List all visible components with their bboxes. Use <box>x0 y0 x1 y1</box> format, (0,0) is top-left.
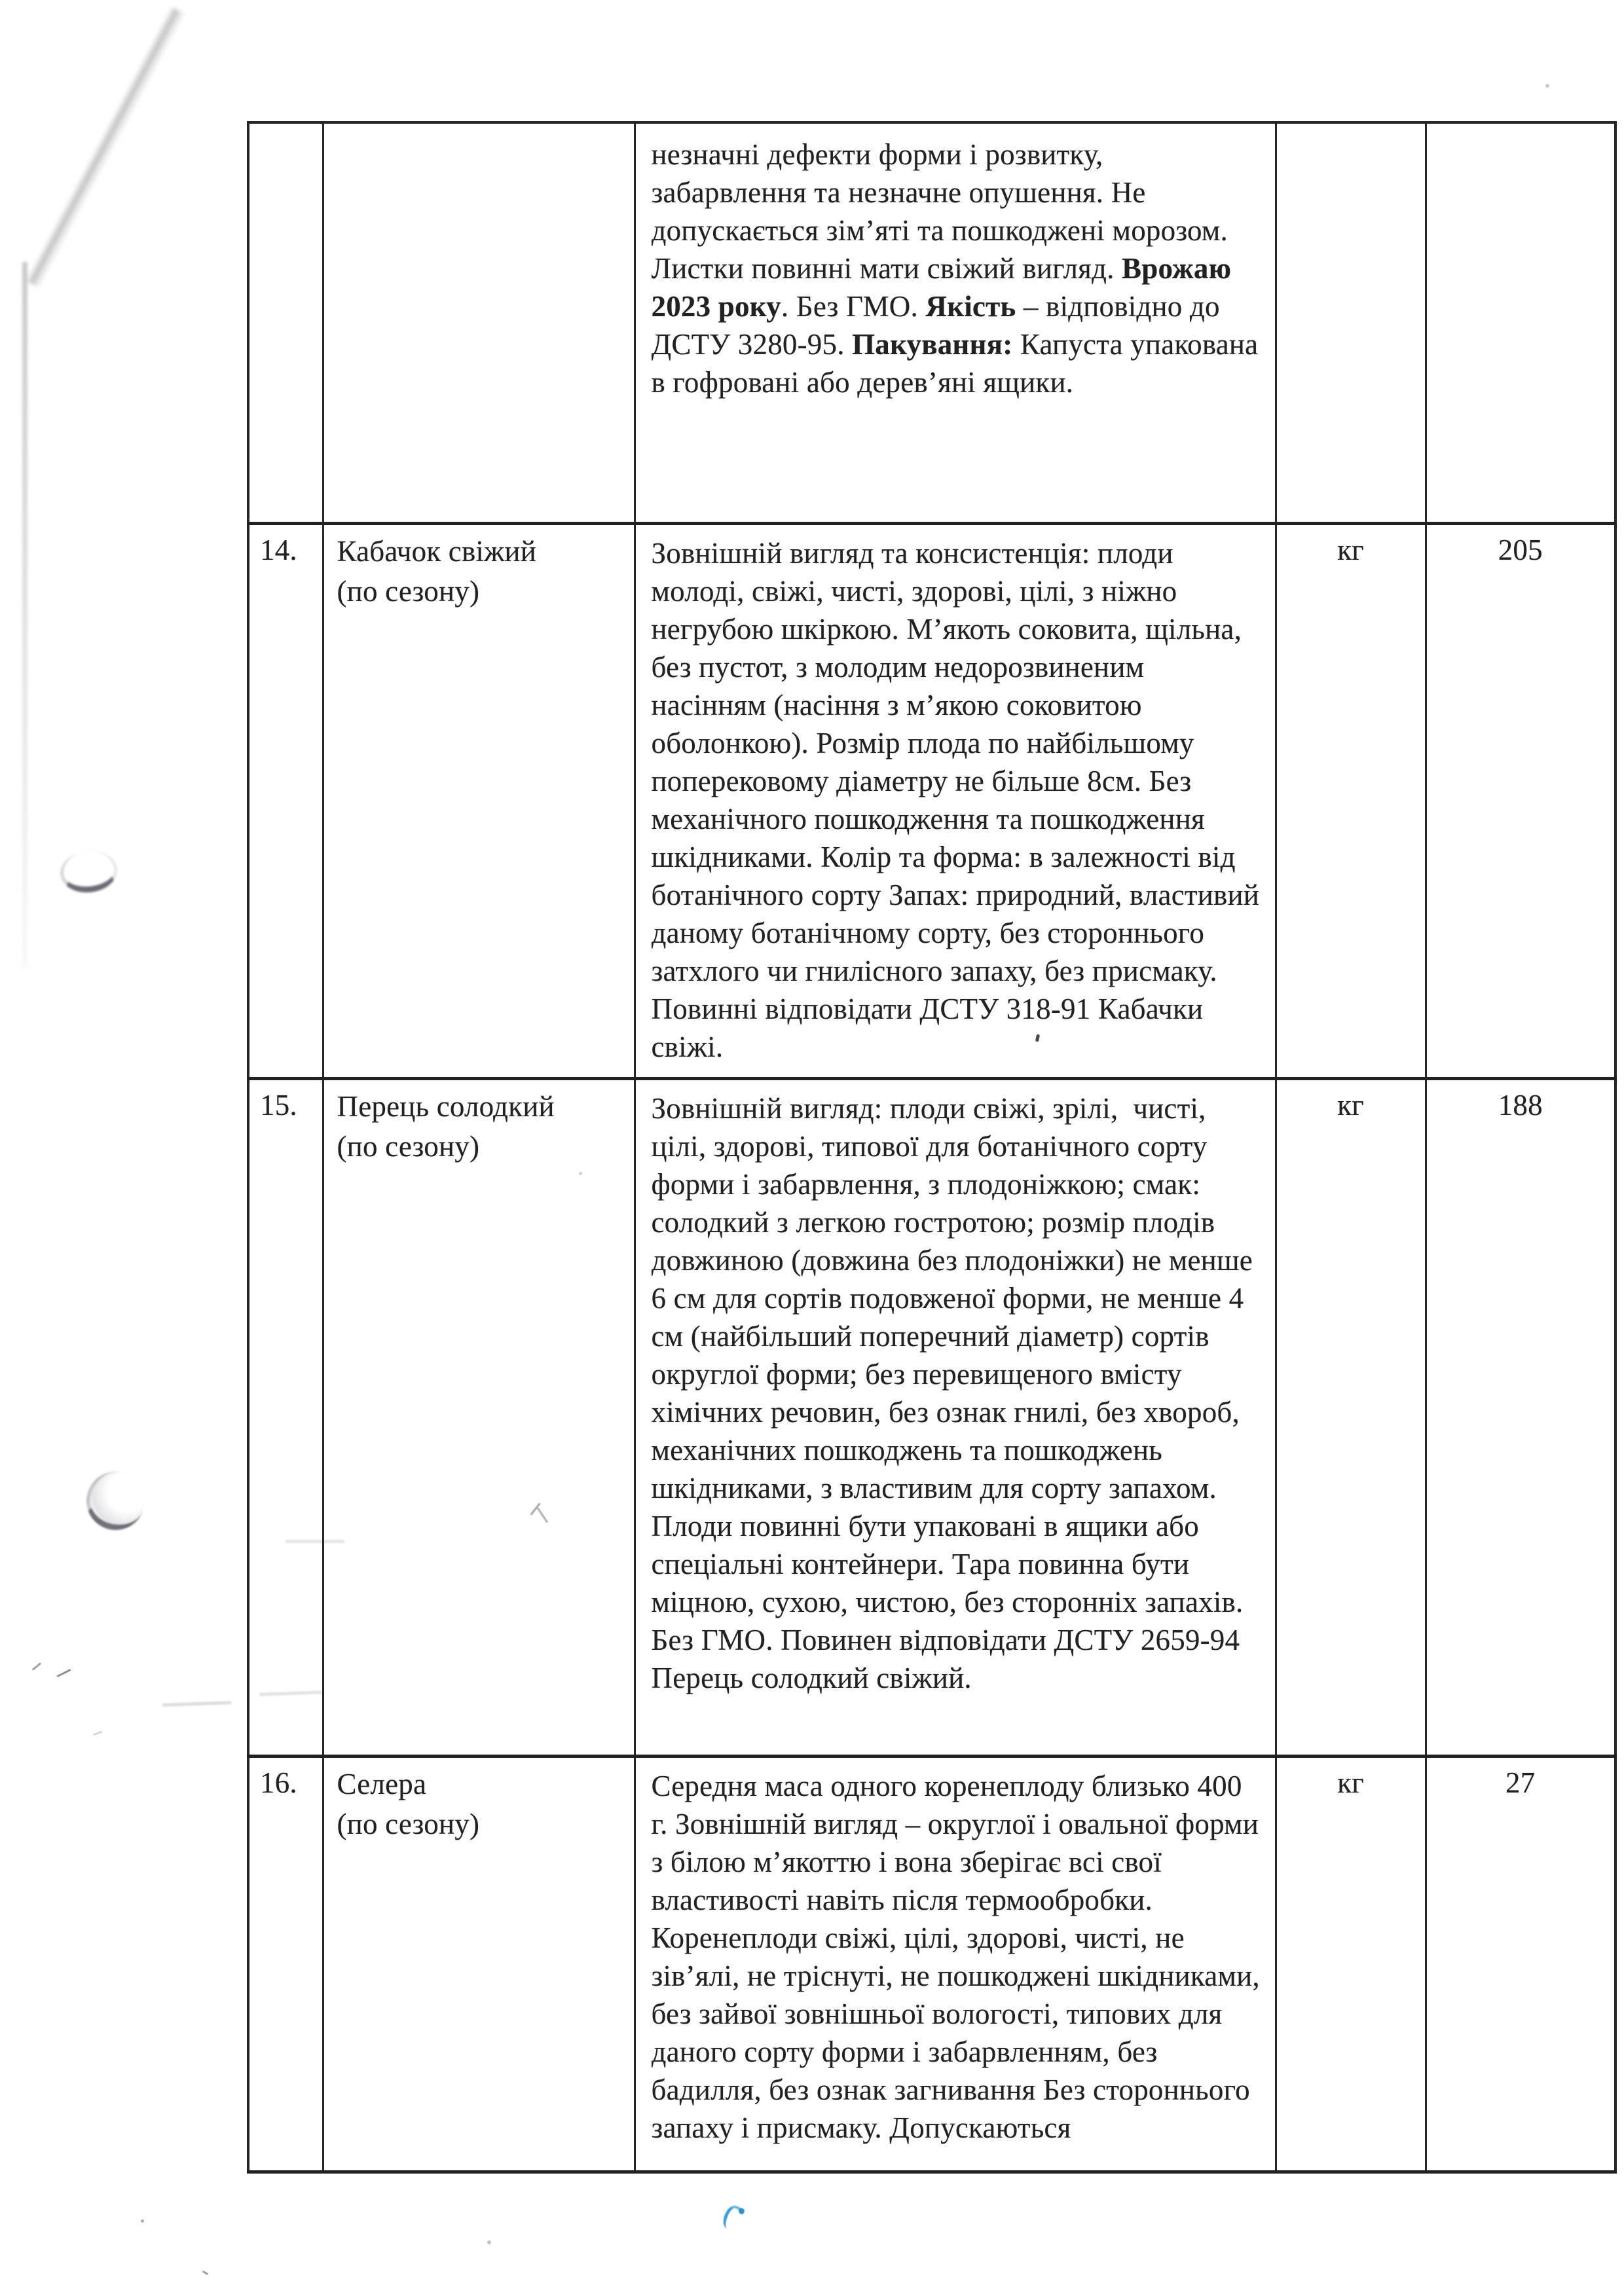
row-14-quantity-cell <box>1426 523 1615 1078</box>
row-14-description-cell <box>635 523 1276 1078</box>
row-14-number-cell <box>248 523 323 1078</box>
dust-speck-artifact <box>141 2219 144 2223</box>
row-16-name-cell <box>323 1756 635 2172</box>
row-16-quantity-cell <box>1426 1756 1615 2172</box>
row-15-quantity-cell <box>1426 1078 1615 1756</box>
product-name: Селера <box>337 1767 427 1800</box>
crescent-smudge-artifact <box>58 848 119 896</box>
row-15-unit-cell <box>1276 1078 1426 1756</box>
faint-streak-artifact <box>162 1701 231 1707</box>
row-number: 14. <box>260 533 297 566</box>
continuation-quantity-cell <box>1426 122 1615 523</box>
row-16-number-cell <box>248 1756 323 2172</box>
quantity-value: 27 <box>1505 1766 1536 1799</box>
description-segment: Капуста упакована в гофровані або дерев’яні ящики. <box>651 328 1259 399</box>
description-segment: – відповідно до ДСТУ 3280-95. <box>651 290 1220 361</box>
table-row-continuation <box>248 122 1615 523</box>
product-name: Кабачок свіжий <box>337 534 536 568</box>
product-description: Зовнішній вигляд: плоди свіжі, зрілі, чисті, цілі, здорові, типової для ботанічного сорту форми і забарвлення, з плодоніжкою; смак: солодкий з легкою гостротою; розмір плодів довжиною (довжина без плодоніжки) не менше 6 см для сортів подовженої форми, не менше 4 см (найбільший поперечний діаметр) сортів округлої форми; без перевищеного вмісту хімічних речовин, без ознак гнилі, без хвороб, механічних пошкоджень та пошкоджень шкідниками, з властивим для сорту запахом. Плоди повинні бути упаковані в ящики або спеціальні контейнери. Тара повинна бути міцною, сухою, чистою, без сторонніх запахів. Без ГМО. Повинен відповідати ДСТУ 2659-94 Перець солодкий свіжий. <box>651 1091 1253 1694</box>
unit-value: кг <box>1337 533 1364 566</box>
continuation-unit-cell <box>1276 122 1426 523</box>
product-spec-table <box>247 121 1617 2174</box>
description-segment-bold: Врожаю 2023 року <box>651 252 1232 323</box>
row-16-description-cell <box>635 1756 1276 2172</box>
pencil-tick-artifact <box>32 1662 41 1671</box>
product-description: Середня маса одного коренеплоду близько 400 г. Зовнішній вигляд – округлої і овальної форми з білою м’якоттю і вона зберігає всі свої властивості навіть після термообробки. Коренеплоди свіжі, цілі, здорові, чисті, не зів’ялі, не тріснуті, не пошкоджені шкідниками, без зайвої зовнішньої вологості, типових для даного сорту форми і забарвленням, без бадилля, без ознак загнивання Без стороннього запаху і присмаку. Допускаються <box>651 1769 1260 2144</box>
row-16-unit-cell <box>1276 1756 1426 2172</box>
table-row-14 <box>248 523 1615 1078</box>
continuation-description-cell <box>635 122 1276 523</box>
blue-pen-mark-artifact <box>720 2203 744 2232</box>
dust-speck-artifact <box>1545 84 1549 88</box>
dust-speck-artifact <box>487 2240 491 2244</box>
dust-speck-artifact <box>202 2270 208 2275</box>
unit-value: кг <box>1337 1766 1364 1799</box>
unit-value: кг <box>1337 1088 1364 1121</box>
page-fold-tail-artifact <box>22 262 28 969</box>
description-segment-bold: Пакування: <box>852 328 1013 361</box>
quantity-value: 205 <box>1498 533 1543 566</box>
row-15-description-cell <box>635 1078 1276 1756</box>
description-segment: незначні дефекти форми і розвитку, забарвлення та незначне опушення. Не допускається зім’яті та пошкоджені морозом. Листки повинні мати свіжий вигляд. <box>651 138 1228 285</box>
row-number: 16. <box>260 1766 297 1799</box>
row-15-name-cell <box>323 1078 635 1756</box>
table-row-15 <box>248 1078 1615 1756</box>
row-number: 15. <box>260 1088 297 1121</box>
table-row-16 <box>248 1756 1615 2172</box>
row-14-name-cell <box>323 523 635 1078</box>
product-season-note: (по сезону) <box>337 574 480 608</box>
description-segment: . Без ГМО. <box>781 290 926 323</box>
product-season-note: (по сезону) <box>337 1807 480 1840</box>
row-14-unit-cell <box>1276 523 1426 1078</box>
page-fold-artifact <box>25 7 185 289</box>
pencil-tick-artifact <box>57 1669 71 1677</box>
product-description: Зовнішній вигляд та консистенція: плоди молоді, свіжі, чисті, здорові, цілі, з ніжно негрубою шкіркою. М’якоть соковита, щільна, без пустот, з молодим недорозвиненим насінням (насіння з м’якою соковитою оболонкою). Розмір плода по найбільшому поперековому діаметру не більше 8см. Без механічного пошкодження та пошкодження шкідниками. Колір та форма: в залежності від ботанічного сорту Запах: природний, властивий даному ботанічному сорту, без стороннього затхлого чи гнилісного запаху, без присмаку. Повинні відповідати ДСТУ 318-91 Кабачки свіжі. <box>651 536 1260 1063</box>
description-segment-bold: Якість <box>925 290 1016 323</box>
product-season-note: (по сезону) <box>337 1129 480 1163</box>
continuation-name-cell <box>323 122 635 523</box>
round-smudge-artifact <box>79 1464 152 1537</box>
product-name: Перець солодкий <box>337 1089 555 1123</box>
row-15-number-cell <box>248 1078 323 1756</box>
quantity-value: 188 <box>1498 1088 1543 1121</box>
faint-streak-artifact <box>93 1731 102 1736</box>
continuation-number-cell <box>248 122 323 523</box>
continuation-description-text <box>652 136 1261 502</box>
